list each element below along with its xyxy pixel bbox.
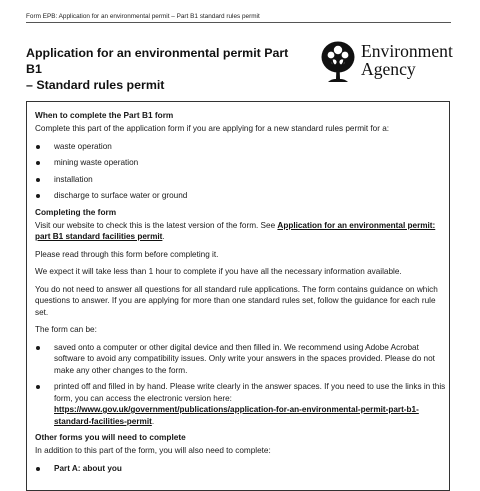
section-intro-when: Complete this part of the application form if you are applying for a new standard rules permit for a: xyxy=(35,124,390,133)
option2-end: . xyxy=(151,416,155,426)
logo-text-line-1: Environment xyxy=(361,41,453,61)
environment-agency-logo xyxy=(320,41,455,85)
environment-agency-tree-icon xyxy=(320,41,356,83)
list-item: installation xyxy=(35,174,447,186)
visit-text: Visit our website to check this is the latest version of the form. See xyxy=(35,220,278,230)
form-can-be-paragraph: The form can be: xyxy=(35,325,97,334)
section-heading-other-forms: Other forms you will need to complete xyxy=(35,432,186,442)
logo-text-line-2: Agency xyxy=(361,58,416,79)
title-line-2: – Standard rules permit xyxy=(26,78,165,92)
guidance-box xyxy=(26,101,450,491)
section-heading-completing: Completing the form xyxy=(35,206,117,217)
guidance-content xyxy=(35,110,447,479)
page-title xyxy=(26,45,306,93)
gov-uk-form-link[interactable]: https://www.gov.uk/government/publications/application-for-an-environmental-permit-part-b1-standard-facilities-permit xyxy=(54,405,419,426)
title-line-1: Application for an environmental permit Part B1 xyxy=(26,46,289,76)
visit-end: . xyxy=(162,232,165,241)
form-options-list xyxy=(35,342,447,428)
list-item: Part A: about you xyxy=(35,463,447,475)
section-heading-when: When to complete the Part B1 form xyxy=(35,110,174,120)
logo-wordmark xyxy=(361,43,453,78)
list-item: mining waste operation xyxy=(35,157,447,169)
list-item: waste operation xyxy=(35,141,447,153)
section-intro-other-forms: In addition to this part of the form, you will also need to complete: xyxy=(35,446,271,455)
guidance-paragraph: You do not need to answer all questions for all standard rule applications. The form contains guidance on which questions to answer. If you are applying for more than one standard rules set, follow the guidance for each rule set. xyxy=(35,284,438,317)
list-item xyxy=(35,381,447,427)
list-item: discharge to surface water or ground xyxy=(35,190,447,202)
option2-text: printed off and filled in by hand. Please write clearly in the answer spaces. If you need to use the links in this form, you can access the electronic version here: xyxy=(54,382,446,403)
list-item: saved onto a computer or other digital device and then filled in. We recommend using Adobe Acrobat software to avoid any compatibility issues. Only write your answers in the spaces provided. Please do not make any other changes to the form. xyxy=(35,342,447,377)
permit-type-list xyxy=(35,141,447,202)
form-reference: Form EPB: Application for an environmental permit – Part B1 standard rules permit xyxy=(26,13,451,23)
read-through-paragraph: Please read through this form before completing it. xyxy=(35,249,219,259)
other-forms-list xyxy=(35,463,447,475)
visit-website-paragraph xyxy=(35,220,447,243)
latest-version-link[interactable]: Application for an environmental permit: part B1 standard facilities permit xyxy=(35,220,436,241)
time-estimate-paragraph: We expect it will take less than 1 hour to complete if you have all the necessary information available. xyxy=(35,267,402,276)
